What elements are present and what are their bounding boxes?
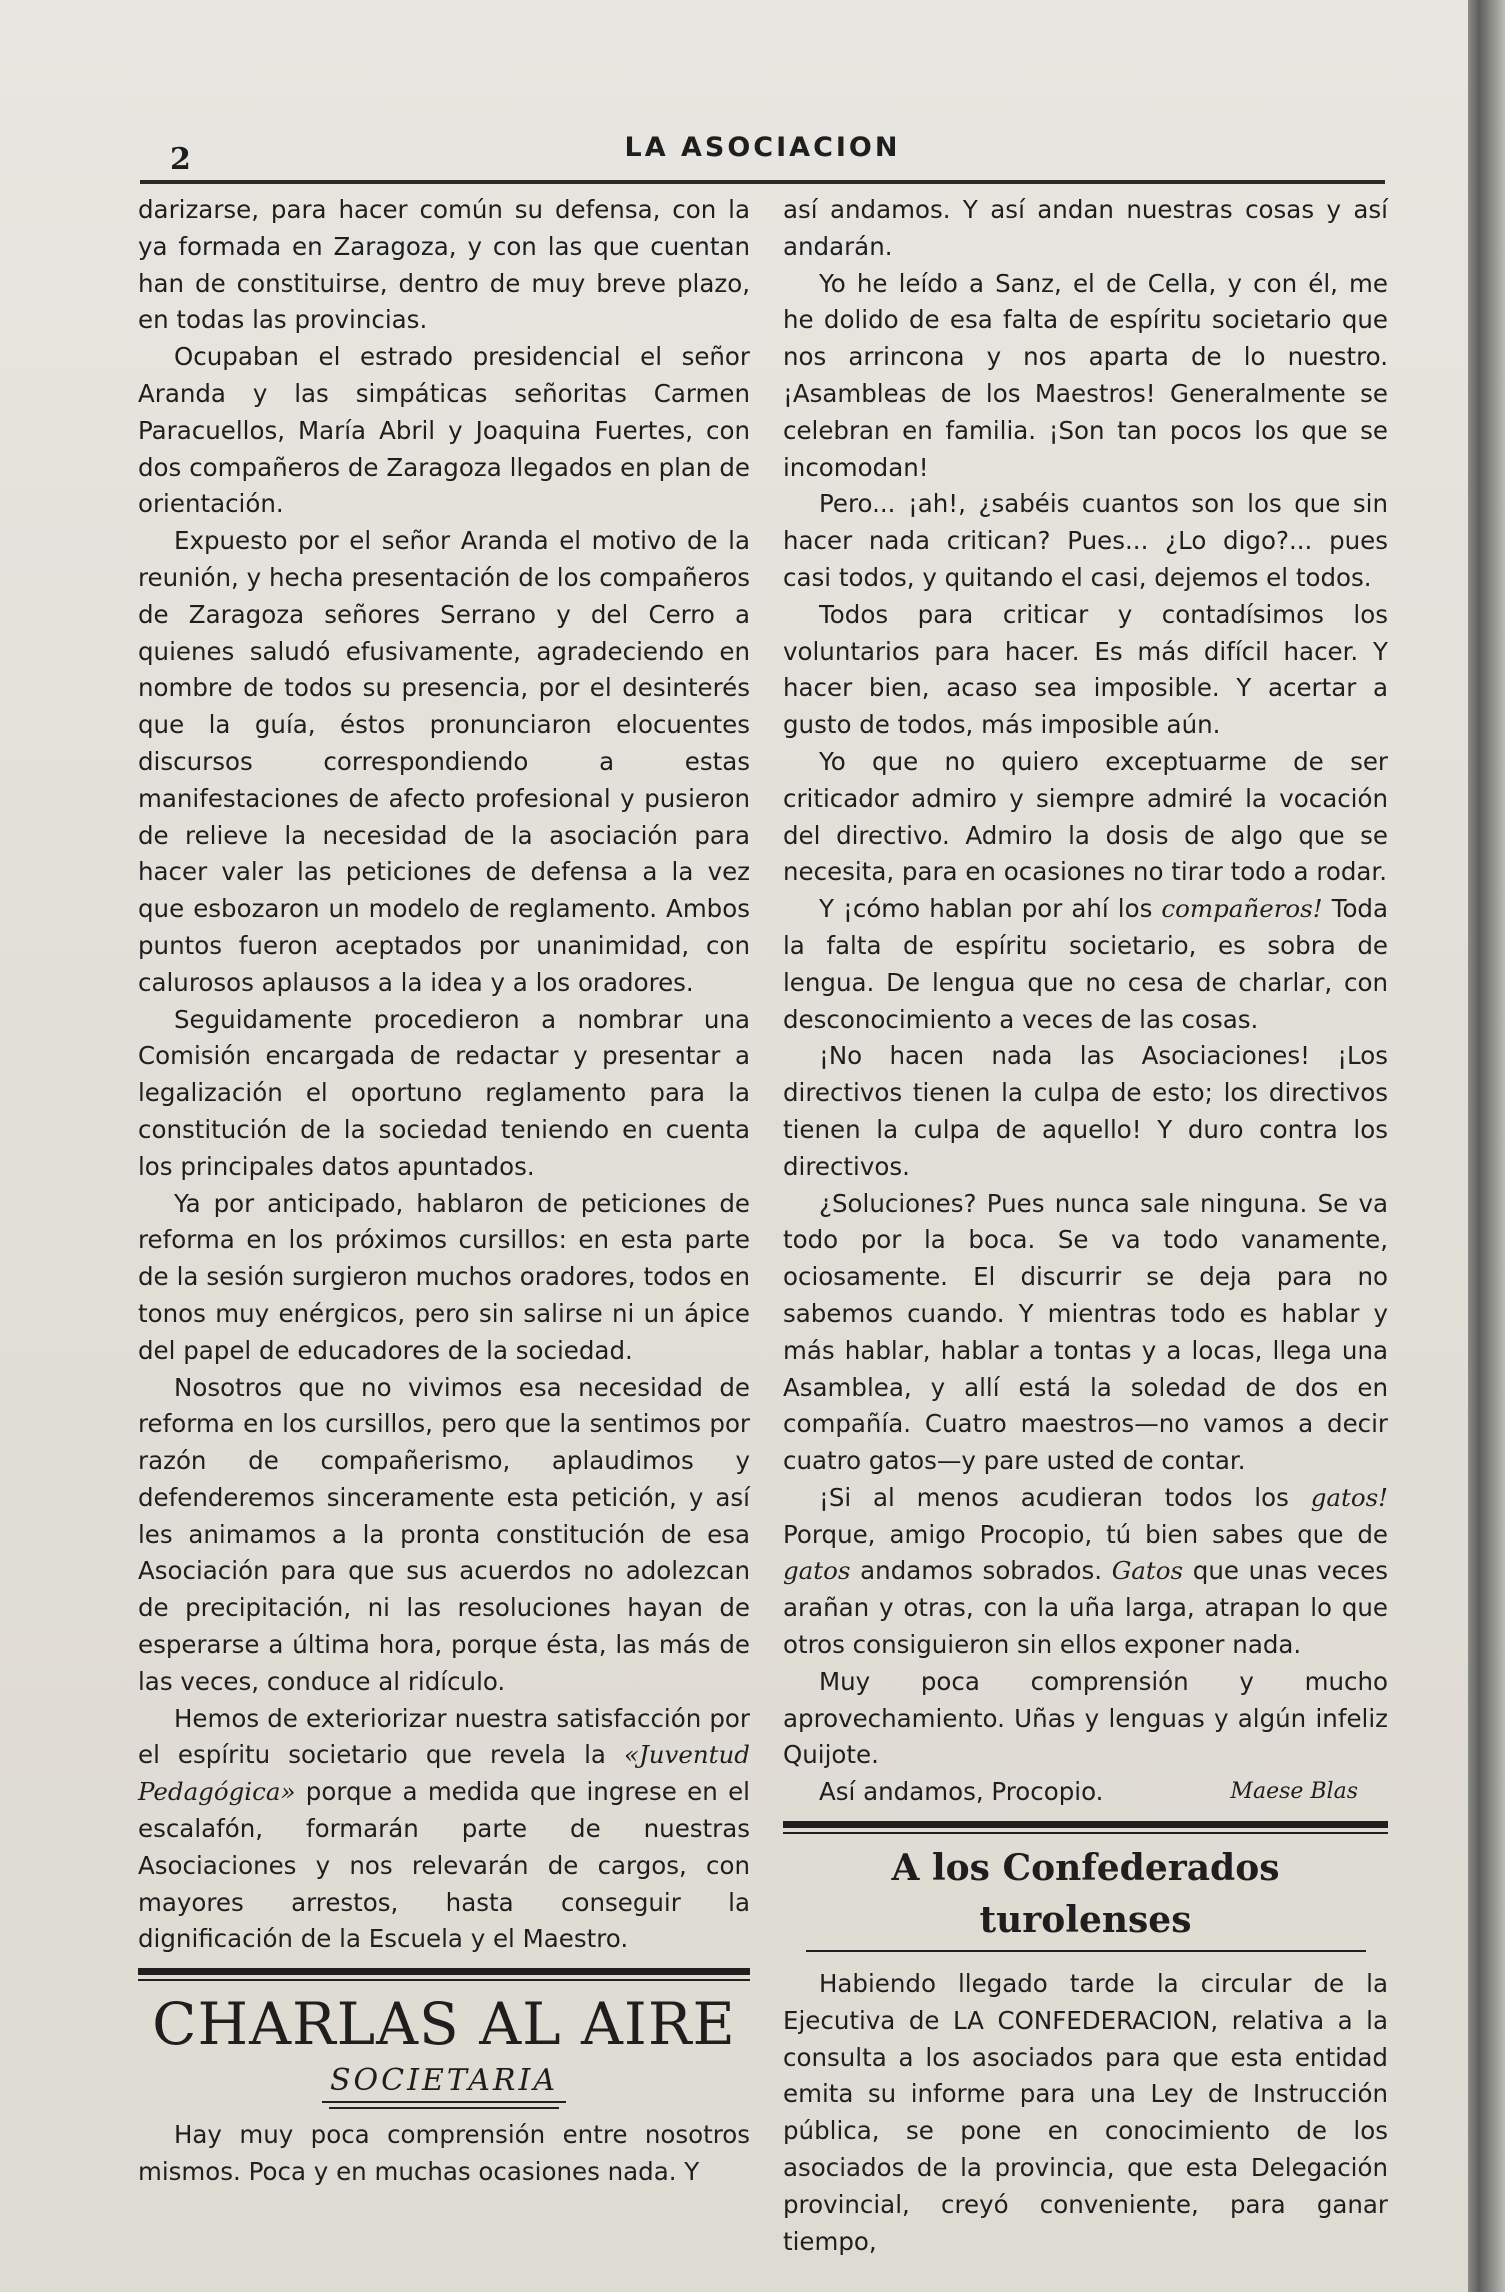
signature-line — [783, 1774, 1388, 1811]
paragraph: Y ¡cómo hablan por ahí los compañeros! Toda la falta de espíritu societario, es sobra de lengua. De lengua que no cesa de charlar, con desconocimiento a veces de las cosas. — [783, 894, 1388, 1034]
confederados-title: A los Confederados turolenses — [891, 1847, 1280, 1942]
paragraph-continuation: darizarse, para hacer común su defensa, con la ya formada en Zaragoza, y con las que cuentan han de constituirse, dentro de muy breve plazo, en todas las provincias. — [138, 195, 750, 335]
paragraph: Muy poca comprensión y mucho aprovechamiento. Uñas y lenguas y algún infeliz Quijote. — [783, 1666, 1388, 1770]
paragraph: Hay muy poca comprensión entre nosotros mismos. Poca y en muchas ocasiones nada. Y — [138, 2120, 750, 2187]
paragraph: Hemos de exteriorizar nuestra satisfacción por el espíritu societario que revela la «Juventud Pedagógica» porque a medida que ingrese en el escalafón, formarán parte de nuestras Asociaciones y nos relevarán de cargos, con mayores arrestos, hasta conseguir la dignificación de la Escuela y el Maestro. — [138, 1703, 750, 1954]
left-column — [138, 192, 750, 2191]
paragraph: Yo he leído a Sanz, el de Cella, y con él, me he dolido de esa falta de espíritu societario que nos arrincona y nos aparta de lo nuestro. ¡Asambleas de los Maestros! Generalmente se celebran en familia. ¡Son tan pocos los que se incomodan! — [783, 268, 1388, 482]
section-rule-thin — [138, 1979, 750, 1981]
section-rule-bold — [783, 1821, 1388, 1828]
paragraph: ¿Soluciones? Pues nunca sale ninguna. Se va todo por la boca. Se va todo vanamente, ociosamente. El discurrir se deja para no sabemos cuando. Y mientras todo es hablar y más hablar, hablar a tontas y a locas, llega una Asamblea, y allí está la soledad de dos en compañía. Cuatro maestros—no vamos a decir cuatro gatos—y pare usted de contar. — [783, 1188, 1388, 1476]
author-signature: Maese Blas — [1230, 1779, 1358, 1805]
running-title: LA ASOCIACION — [624, 132, 901, 163]
paragraph: ¡No hacen nada las Asociaciones! ¡Los directivos tienen la culpa de esto; los directivos tienen la culpa de aquello! Y duro contra los directivos. — [783, 1041, 1388, 1181]
paragraph: Pero... ¡ah!, ¿sabéis cuantos son los que sin hacer nada critican? Pues... ¿Lo digo?... pues casi todos, y quitando el casi, dejemos el todos. — [783, 489, 1388, 592]
section-rule-thin — [783, 1832, 1388, 1834]
charlas-title: CHARLAS AL AIRE — [152, 1990, 736, 2059]
paragraph: Habiendo llegado tarde la circular de la Ejecutiva de LA CONFEDERACION, relativa a la consulta a los asociados para que esta entidad emita su informe para una Ley de Instrucción pública, se pone en conocimiento de los asociados de la provincia, que esta Delegación provincial, creyó conveniente, para ganar tiempo, — [783, 1969, 1388, 2256]
paragraph: Ocupaban el estrado presidencial el señor Aranda y las simpáticas señoritas Carmen Paracuellos, María Abril y Joaquina Fuertes, con dos compañeros de Zaragoza llegados en plan de orientación. — [138, 342, 750, 519]
publication-name: «Juventud Pedagógica» — [138, 1740, 750, 1807]
closing-line: Así andamos, Procopio. — [819, 1777, 1104, 1807]
header-rule — [140, 180, 1385, 184]
title-underline — [806, 1950, 1366, 1952]
paragraph: Seguidamente procedieron a nombrar una Comisión encargada de redactar y presentar a legalización el oportuno reglamento para la constitución de la sociedad teniendo en cuenta los principales datos apuntados. — [138, 1004, 750, 1181]
page-edge — [1468, 0, 1505, 2292]
paragraph-continuation: así andamos. Y así andan nuestras cosas y así andarán. — [783, 195, 1388, 261]
paragraph: Todos para criticar y contadísimos los voluntarios para hacer. Es más difícil hacer. Y hacer bien, acaso sea imposible. Y acertar a gusto de todos, más imposible aún. — [783, 599, 1388, 740]
paragraph: Yo que no quiero exceptuarme de ser criticador admiro y siempre admiré la vocación del directivo. Admiro la dosis de algo que se necesita, para en ocasiones no tirar todo a rodar. — [783, 746, 1388, 887]
subtitle-rule — [329, 2107, 559, 2109]
paragraph: Expuesto por el señor Aranda el motivo de la reunión, y hecha presentación de los compañeros de Zaragoza señores Serrano y del Cerro a quienes saludó efusivamente, agradeciendo en nombre de todos su presencia, por el desinterés que la guía, éstos pronunciaron elocuentes discursos correspondiendo a estas manifestaciones de afecto profesional y pusieron de relieve la necesidad de la asociación para hacer valer las peticiones de defensa a la vez que esbozaron un modelo de reglamento. Ambos puntos fueron aceptados por unanimidad, con calurosos aplausos a la idea y a los oradores. — [138, 526, 750, 997]
section-rule-bold — [138, 1968, 750, 1975]
paragraph: Nosotros que no vivimos esa necesidad de reforma en los cursillos, pero que la sentimos por razón de compañerismo, aplaudimos y defenderemos sinceramente esta petición, y así les animamos a la pronta constitución de esa Asociación para que sus acuerdos no adolezcan de precipitación, ni las resoluciones hayan de esperarse a última hora, porque ésta, las más de las veces, conduce al ridículo. — [138, 1372, 750, 1696]
right-column — [783, 192, 1388, 2260]
paragraph: Ya por anticipado, hablaron de peticiones de reforma en los próximos cursillos: en esta parte de la sesión surgieron muchos oradores, todos en tonos muy enérgicos, pero sin salirse ni un ápice del papel de educadores de la sociedad. — [138, 1188, 750, 1365]
page-number: 2 — [170, 142, 191, 177]
paragraph: ¡Si al menos acudieran todos los gatos! Porque, amigo Procopio, tú bien sabes que de gatos andamos sobrados. Gatos que unas veces arañan y otras, con la uña larga, atrapan lo que otros consiguieron sin ellos exponer nada. — [783, 1482, 1389, 1660]
charlas-subtitle: SOCIETARIA — [322, 2061, 566, 2103]
page-header — [140, 118, 1385, 178]
